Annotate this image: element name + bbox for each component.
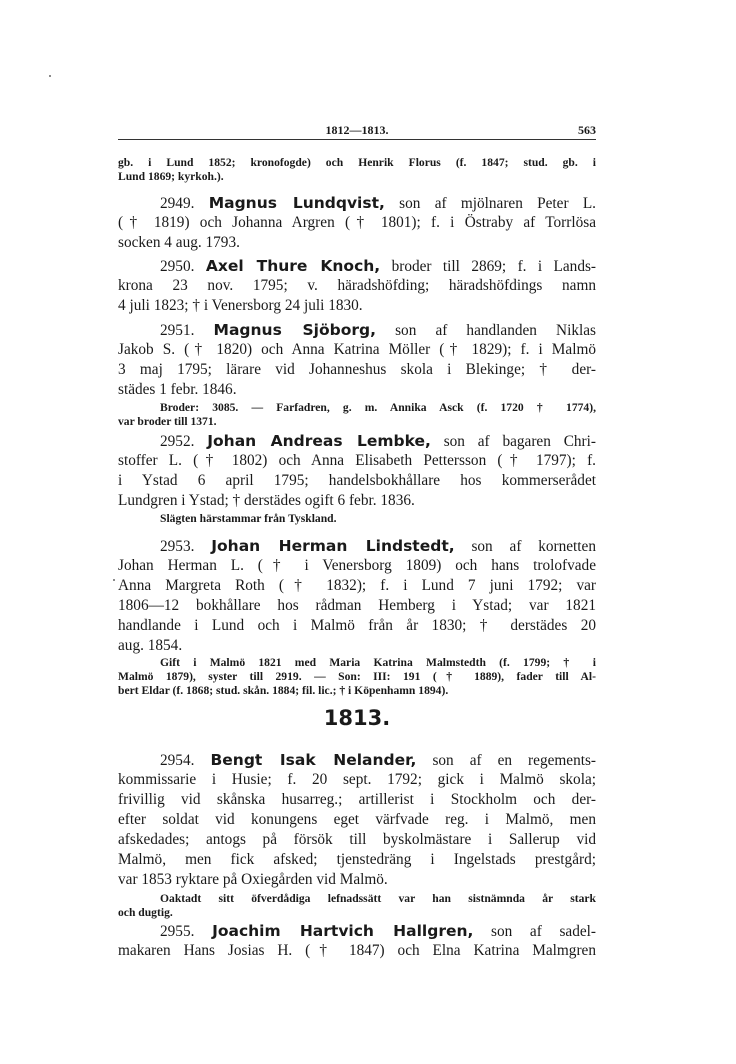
entry-2953-note [118,656,596,698]
entry-line: var 1853 ryktare på Oxiegården vid Malmö. [118,871,388,888]
entry-number: 2952. [160,433,195,450]
person-name: Johan Herman Lindstedt, [211,537,455,555]
entry-line: Anna Margreta Roth († 1832); f. i Lund 7 juni 1792; var [118,577,596,594]
note-line: Broder: 3085. — Farfadren, g. m. Annika Asck (f. 1720 † 1774), [160,401,596,414]
note-line: var broder till 1371. [118,415,217,428]
entry-text: broder till 2869; f. i Lands- [380,258,597,275]
entry-line: 3 maj 1795; lärare vid Johanneshus skola i Blekinge; † der- [118,361,596,378]
entry-first-line [118,193,596,213]
page-number: 563 [578,123,596,137]
entry-text: son af mjölnaren Peter L. [384,195,597,212]
note-line: Lund 1869; kyrkoh.). [118,170,224,183]
entry-2951 [118,320,596,400]
note-line: och dugtig. [118,906,173,919]
entry-number: 2949. [160,195,195,212]
entry-line: 1806—12 bokhållare hos rådman Hemberg i Ystad; var 1821 [118,597,596,614]
entry-2951-note [118,401,596,429]
entry-text: son af sadel- [473,923,596,940]
entry-line: efter soldat vid konungens eget värfvade reg. i Malmö, men [118,811,596,828]
entry-line: makaren Hans Josias H. († 1847) och Elna Katrina Malmgren [118,942,596,959]
entry-number: 2953. [160,538,195,555]
entry-line: frivillig vid skånska husarreg.; artillerist i Stockholm och der- [118,791,596,808]
person-name: Joachim Hartvich Hallgren, [212,922,474,940]
entry-line: († 1819) och Johanna Argren († 1801); f. i Östraby af Torrlösa [118,214,596,231]
note-line: Malmö 1879), syster till 2919. — Son: III: 191 († 1889), fader till Al- [118,670,596,683]
year-heading: 1813. [323,706,391,730]
note-line: Gift i Malmö 1821 med Maria Katrina Malmstedth (f. 1799; † i [160,656,596,669]
entry-2954 [118,750,596,890]
person-name: Magnus Sjöborg, [213,321,376,339]
entry-first-line [118,320,596,340]
entry-text: son af en regements- [416,752,597,769]
header-years: 1812—1813. [325,123,389,137]
note-line: gb. i Lund 1852; kronofogde) och Henrik Florus (f. 1847; stud. gb. i [118,156,596,169]
entry-number: 2954. [160,752,195,769]
entry-text: son af bagaren Chri- [430,433,596,450]
entry-2952-note [118,512,596,526]
entry-line: aug. 1854. [118,637,183,654]
speck-mark [49,75,51,77]
entry-text: son af kornetten [454,538,596,555]
entry-line: städes 1 febr. 1846. [118,381,237,398]
person-name: Bengt Isak Nelander, [210,751,417,769]
entry-number: 2951. [160,322,195,339]
entry-line: socken 4 aug. 1793. [118,234,240,251]
entry-number: 2950. [160,258,195,275]
entry-line: 4 juli 1823; † i Venersborg 24 juli 1830. [118,297,363,314]
note-line: Oaktadt sitt öfverdådiga lefnadssätt var han sistnämnda år stark [160,892,596,905]
running-header [118,121,596,140]
entry-first-line [118,750,596,770]
entry-number: 2955. [160,923,195,940]
continuation-note [118,156,596,184]
entry-line: krona 23 nov. 1795; v. häradshöfding; häradshöfdings namn [118,277,596,294]
entry-first-line [118,256,596,276]
entry-2952 [118,431,596,511]
entry-line: stoffer L. († 1802) och Anna Elisabeth Pettersson († 1797); f. [118,452,596,469]
entry-line: Malmö, men fick afsked; tjenstedräng i Ingelstads prestgård; [118,851,596,868]
entry-line: Johan Herman L. († i Venersborg 1809) och hans trolofvade [118,557,596,574]
entry-first-line [118,536,596,556]
entry-line: Lundgren i Ystad; † derstädes ogift 6 febr. 1836. [118,492,415,509]
entry-line: afskedades; antogs på försök till byskolmästare i Sallerup vid [118,831,596,848]
person-name: Axel Thure Knoch, [205,257,381,275]
person-name: Johan Andreas Lembke, [207,432,431,450]
entry-text: son af handlanden Niklas [375,322,596,339]
entry-line: kommissarie i Husie; f. 20 sept. 1792; gick i Malmö skola; [118,771,596,788]
entry-2955 [118,921,596,961]
entry-first-line [118,921,596,941]
entry-2953 [118,536,596,656]
entry-2950 [118,256,596,316]
entry-2949 [118,193,596,253]
entry-line: i Ystad 6 april 1795; handelsbokhållare hos kommerserådet [118,472,596,489]
entry-first-line [118,431,596,451]
note-line: Slägten härstammar från Tyskland. [160,512,337,525]
entry-2954-note [118,892,596,920]
person-name: Magnus Lundqvist, [208,194,385,212]
entry-line: handlande i Lund och i Malmö från år 1830; † derstädes 20 [118,617,596,634]
entry-line: Jakob S. († 1820) och Anna Katrina Möller († 1829); f. i Malmö [118,341,596,358]
note-line: bert Eldar (f. 1868; stud. skån. 1884; fil. lic.; † i Köpenhamn 1894). [118,684,449,697]
speck-mark [113,579,115,581]
